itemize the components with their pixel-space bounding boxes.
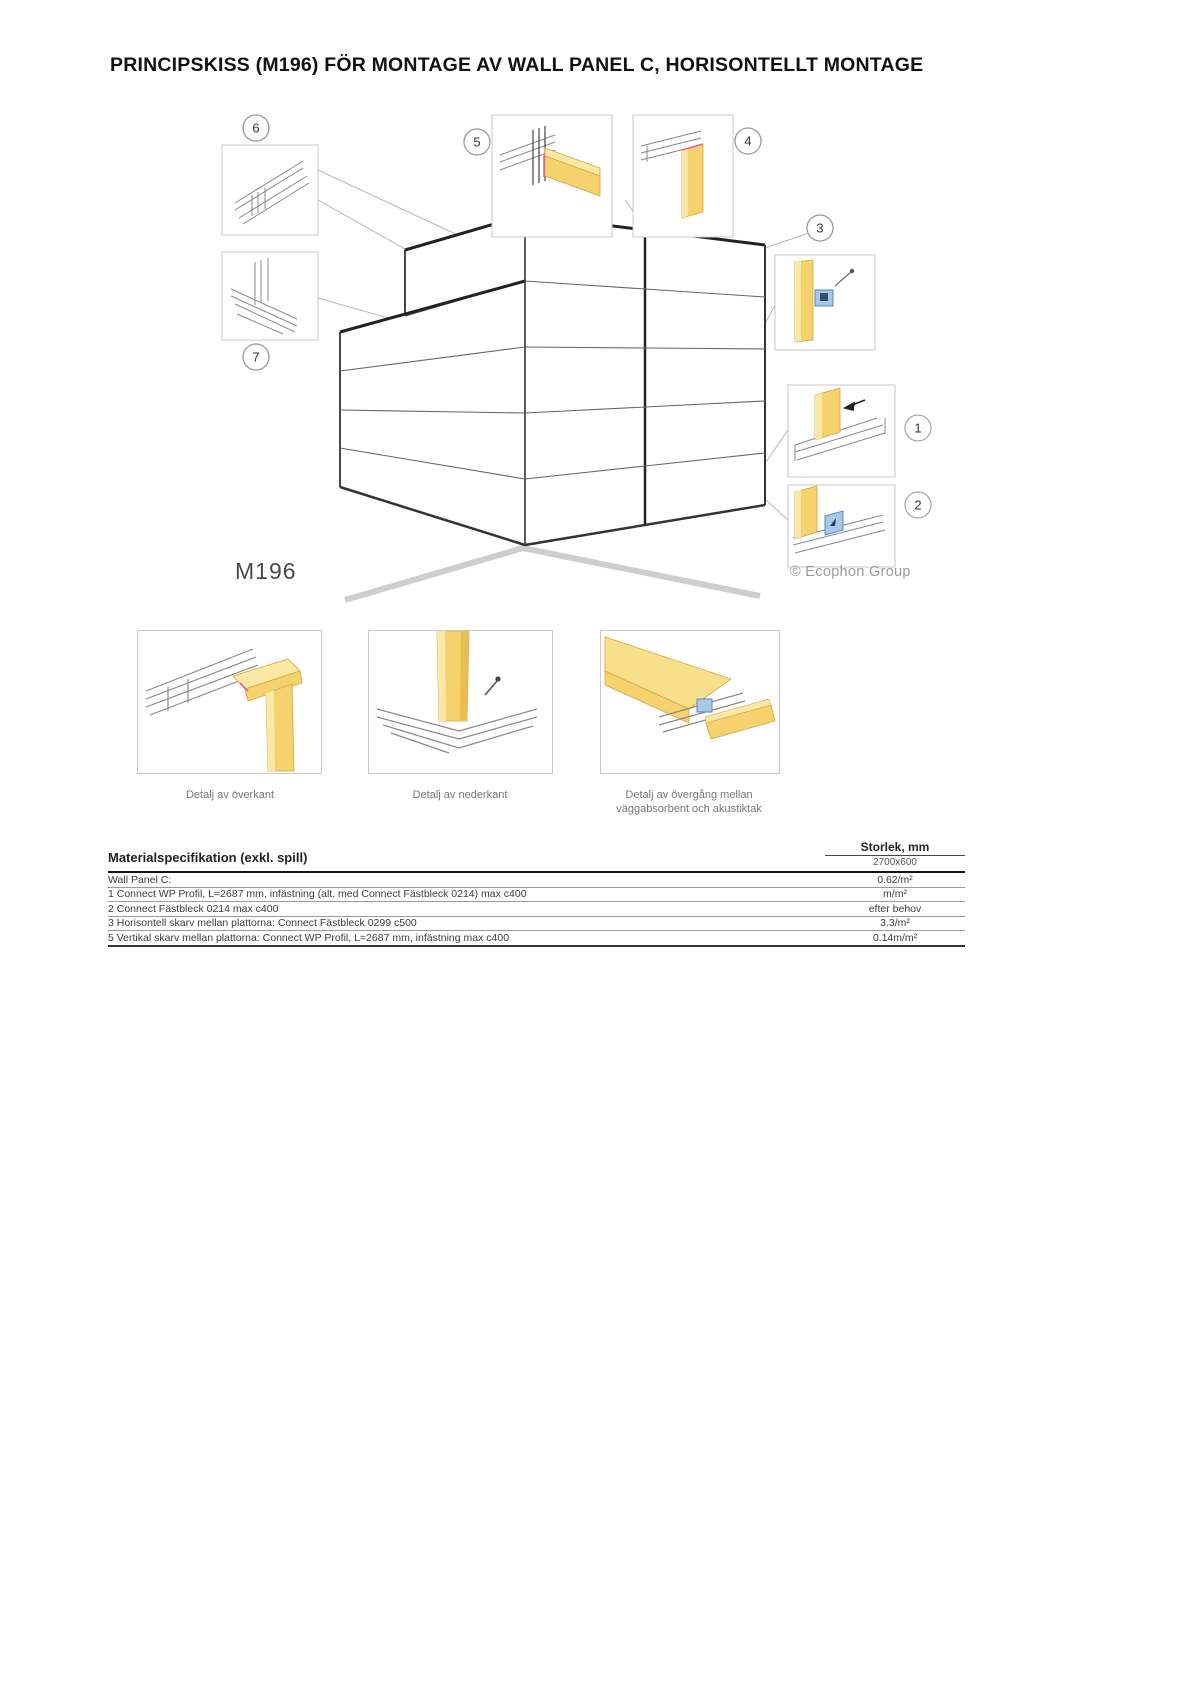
inset-top-corner: [633, 115, 733, 237]
table-cell-item: 5 Vertikal skarv mellan plattorna: Connect WP Profil, L=2687 mm, infästning max c400: [108, 931, 510, 944]
inset-top-profile: [222, 145, 318, 235]
table-row: [108, 917, 965, 932]
table-row: [108, 873, 965, 888]
callout-2: [905, 492, 931, 518]
callout-1: [905, 415, 931, 441]
detail-image-wall-ceiling-transition: [600, 630, 780, 774]
callout-6: [243, 115, 269, 141]
svg-text:5: 5: [473, 134, 481, 150]
table-cell-qty: 0.62/m²: [877, 873, 913, 886]
left-wall-panels: [340, 215, 525, 545]
size-header-label: Storlek, mm: [825, 840, 965, 856]
table-title: Materialspecifikation (exkl. spill): [108, 850, 308, 865]
inset-bottom-profile: [222, 252, 318, 340]
detail-top-edge-drawing: [138, 631, 321, 773]
svg-text:3: 3: [816, 220, 824, 236]
table-body: [108, 871, 965, 947]
detail-transition-drawing: [601, 631, 779, 773]
inset-wall-clip: [775, 255, 875, 350]
page-title: PRINCIPSKISS (M196) FÖR MONTAGE AV WALL PANEL C, HORISONTELLT MONTAGE: [110, 54, 924, 76]
material-specification-table: [108, 840, 965, 947]
main-assembly-drawing: [195, 100, 955, 620]
callout-4: [735, 128, 761, 154]
detail-caption-bottom-edge: Detalj av nederkant: [412, 789, 508, 801]
table-cell-qty: 3.3/m²: [880, 917, 910, 930]
table-cell-qty: 0.14m/m²: [872, 931, 918, 944]
callout-7: [243, 344, 269, 370]
table-cell-item: 2 Connect Fästbleck 0214 max c400: [108, 902, 279, 915]
table-cell-item: 3 Horisontell skarv mellan plattorna: Connect Fästbleck 0299 c500: [108, 917, 417, 930]
svg-text:2: 2: [914, 497, 922, 513]
drawing-code-label: M196: [235, 558, 297, 584]
table-row: [108, 888, 965, 903]
inset-vertical-joint: [492, 115, 612, 237]
table-cell-qty: efter behov: [868, 902, 922, 915]
inset-base-clip: [788, 485, 895, 567]
svg-text:6: 6: [252, 120, 260, 136]
table-cell-item: 1 Connect WP Profil, L=2687 mm, infästning (alt. med Connect Fästbleck 0214) max c400: [108, 888, 527, 901]
svg-text:4: 4: [744, 133, 752, 149]
detail-caption-transition: Detalj av övergång mellan väggabsorbent och akustiktak: [616, 789, 762, 815]
copyright-label: © Ecophon Group: [790, 564, 911, 580]
table-row: [108, 902, 965, 917]
svg-text:1: 1: [914, 420, 922, 436]
detail-bottom-edge-drawing: [369, 631, 552, 773]
inset-base-profile: [788, 385, 895, 477]
size-header-value: 2700x600: [873, 857, 917, 868]
detail-caption-top-edge: Detalj av överkant: [185, 789, 275, 801]
svg-text:7: 7: [252, 349, 260, 365]
size-column-header: [825, 840, 965, 871]
detail-image-top-edge: [137, 630, 322, 774]
callout-5: [464, 129, 490, 155]
right-wall-panels: [525, 215, 765, 545]
table-row: [108, 931, 965, 947]
table-cell-qty: m/m²: [883, 888, 907, 901]
floor-shadow: [345, 548, 760, 600]
table-header: [108, 840, 965, 871]
callout-3: [807, 215, 833, 241]
detail-image-bottom-edge: [368, 630, 553, 774]
table-cell-item: Wall Panel C:: [108, 873, 172, 886]
